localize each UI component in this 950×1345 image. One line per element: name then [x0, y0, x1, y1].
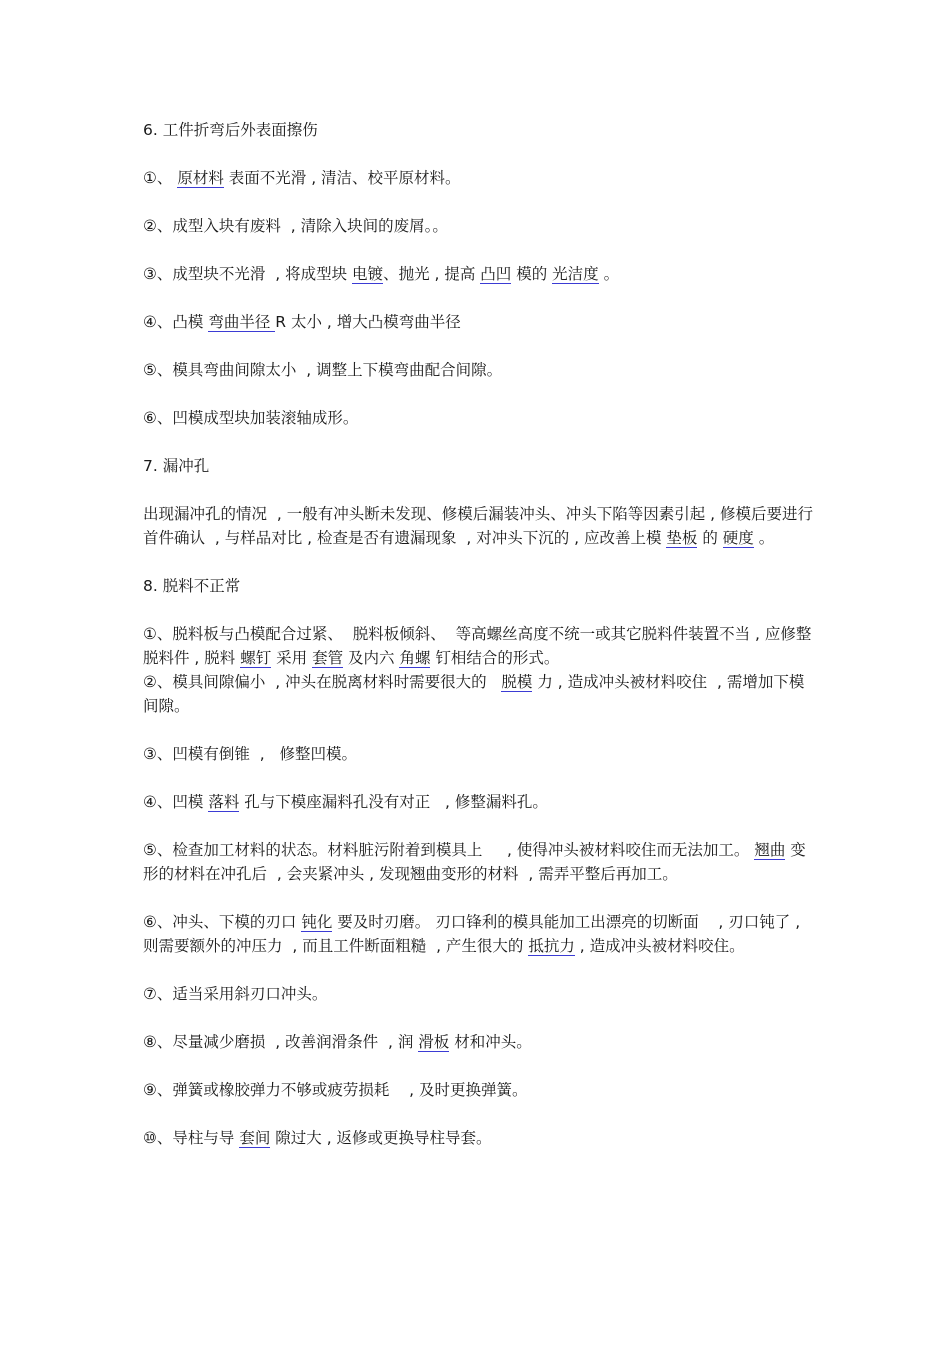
term-link[interactable]: 弯曲半径 — [208, 313, 276, 331]
term-link[interactable]: 套间 — [239, 1129, 271, 1147]
paragraph-text: 材和冲头。 — [449, 1033, 532, 1051]
paragraph — [143, 910, 815, 958]
paragraph — [143, 502, 815, 550]
paragraph-text: R 太小 , 增大凸模弯曲半径 — [275, 313, 461, 331]
paragraph — [143, 1030, 815, 1054]
term-link[interactable]: 原材料 — [177, 169, 224, 187]
paragraph-text: ②、模具间隙偏小 , 冲头在脱离材料时需要很大的 — [143, 673, 502, 691]
section-heading: 8. 脱料不正常 — [143, 577, 241, 595]
paragraph — [143, 670, 815, 718]
term-link[interactable]: 硬度 — [722, 529, 754, 547]
paragraph-text: 及内六 — [343, 649, 400, 667]
paragraph-text: 要及时刃磨。 刃口锋利的模具能加工出漂亮的切断面 , 刃口钝了 , 则需要额外的冲压力 , 而且工件断面粗糙 , 产生很大的 — [143, 913, 806, 955]
paragraph-text: 。 — [753, 529, 775, 547]
paragraph-text: ⑥、冲头、下模的刃口 — [143, 913, 302, 931]
term-link[interactable]: 电镀 — [352, 265, 384, 283]
paragraph-text: ⑤、模具弯曲间隙太小 , 调整上下模弯曲配合间隙。 — [143, 361, 503, 379]
paragraph-text: ①、 — [143, 169, 178, 187]
paragraph-text: 出现漏冲孔的情况 , 一般有冲头断未发现、修模后漏装冲头、冲头下陷等因素引起 , 修模后要进行首件确认 , 与样品对比 , 检查是否有遗漏现象 , 对冲头下沉的 , 应改善上模 — [143, 505, 813, 547]
paragraph-text: 模的 — [511, 265, 553, 283]
paragraph — [143, 310, 815, 334]
term-link[interactable]: 钝化 — [301, 913, 333, 931]
term-link[interactable]: 套管 — [312, 649, 344, 667]
term-link[interactable]: 滑板 — [418, 1033, 450, 1051]
paragraph — [143, 622, 815, 670]
paragraph — [143, 214, 815, 238]
paragraph-text: 、抛光 , 提高 — [383, 265, 481, 283]
paragraph-text: ⑤、检查加工材料的状态。材料脏污附着到模具上 , 使得冲头被材料咬住而无法加工。 — [143, 841, 755, 859]
paragraph-text: 变形的材料在冲孔后 , 会夹紧冲头 , 发现翘曲变形的材料 , 需弄平整后再加工。 — [143, 841, 806, 883]
paragraph-text: ③、成型块不光滑 , 将成型块 — [143, 265, 353, 283]
paragraph — [143, 790, 815, 814]
paragraph-text: ⑨、弹簧或橡胶弹力不够或疲劳损耗 , 及时更换弹簧。 — [143, 1081, 528, 1099]
term-link[interactable]: 光洁度 — [552, 265, 599, 283]
paragraph — [143, 1078, 815, 1102]
paragraph-text: ⑧、尽量减少磨损 , 改善润滑条件 , 润 — [143, 1033, 419, 1051]
paragraph-text: 孔与下模座漏料孔没有对正 , 修整漏料孔。 — [239, 793, 548, 811]
paragraph-text: 表面不光滑 , 清洁、校平原材料。 — [223, 169, 461, 187]
paragraph-text: 的 — [697, 529, 723, 547]
paragraph-text: 采用 — [271, 649, 313, 667]
paragraph — [143, 262, 815, 286]
paragraph-text: ⑦、适当采用斜刃口冲头。 — [143, 985, 328, 1003]
term-link[interactable]: 凸凹 — [480, 265, 512, 283]
document-content — [143, 118, 815, 1174]
paragraph-text: ③、凹模有倒锥 , 修整凹模。 — [143, 745, 357, 763]
paragraph-text: 隙过大 , 返修或更换导柱导套。 — [270, 1129, 492, 1147]
paragraph — [143, 166, 815, 190]
paragraph-text: , 造成冲头被材料咬住。 — [574, 937, 745, 955]
paragraph-text: 力 , 造成冲头被材料咬住 , 需增加下模间隙。 — [143, 673, 805, 715]
paragraph-text: ⑥、凹模成型块加装滚轴成形。 — [143, 409, 359, 427]
section-heading: 7. 漏冲孔 — [143, 457, 210, 475]
term-link[interactable]: 落料 — [208, 793, 240, 811]
paragraph-text: ①、脱料板与凸模配合过紧、 脱料板倾斜、 等高螺丝高度不统一或其它脱料件装置不当 , 应修整脱料件 , 脱料 — [143, 625, 812, 667]
paragraph-text: ②、成型入块有废料 , 清除入块间的废屑。。 — [143, 217, 448, 235]
term-link[interactable]: 角螺 — [399, 649, 431, 667]
paragraph — [143, 1126, 815, 1150]
term-link[interactable]: 翘曲 — [754, 841, 786, 859]
term-link[interactable]: 螺钉 — [240, 649, 272, 667]
paragraph — [143, 982, 815, 1006]
term-link[interactable]: 脱模 — [501, 673, 533, 691]
paragraph-text: ④、凹模 — [143, 793, 209, 811]
paragraph-text: 钉相结合的形式。 — [430, 649, 560, 667]
term-link[interactable]: 垫板 — [666, 529, 698, 547]
paragraph — [143, 358, 815, 382]
paragraph — [143, 406, 815, 430]
paragraph-text: ④、凸模 — [143, 313, 209, 331]
term-link[interactable]: 抵抗力 — [528, 937, 575, 955]
paragraph — [143, 838, 815, 886]
paragraph-text: ⑩、导柱与导 — [143, 1129, 240, 1147]
paragraph-text: 。 — [598, 265, 620, 283]
paragraph — [143, 742, 815, 766]
section-heading: 6. 工件折弯后外表面擦伤 — [143, 121, 318, 139]
